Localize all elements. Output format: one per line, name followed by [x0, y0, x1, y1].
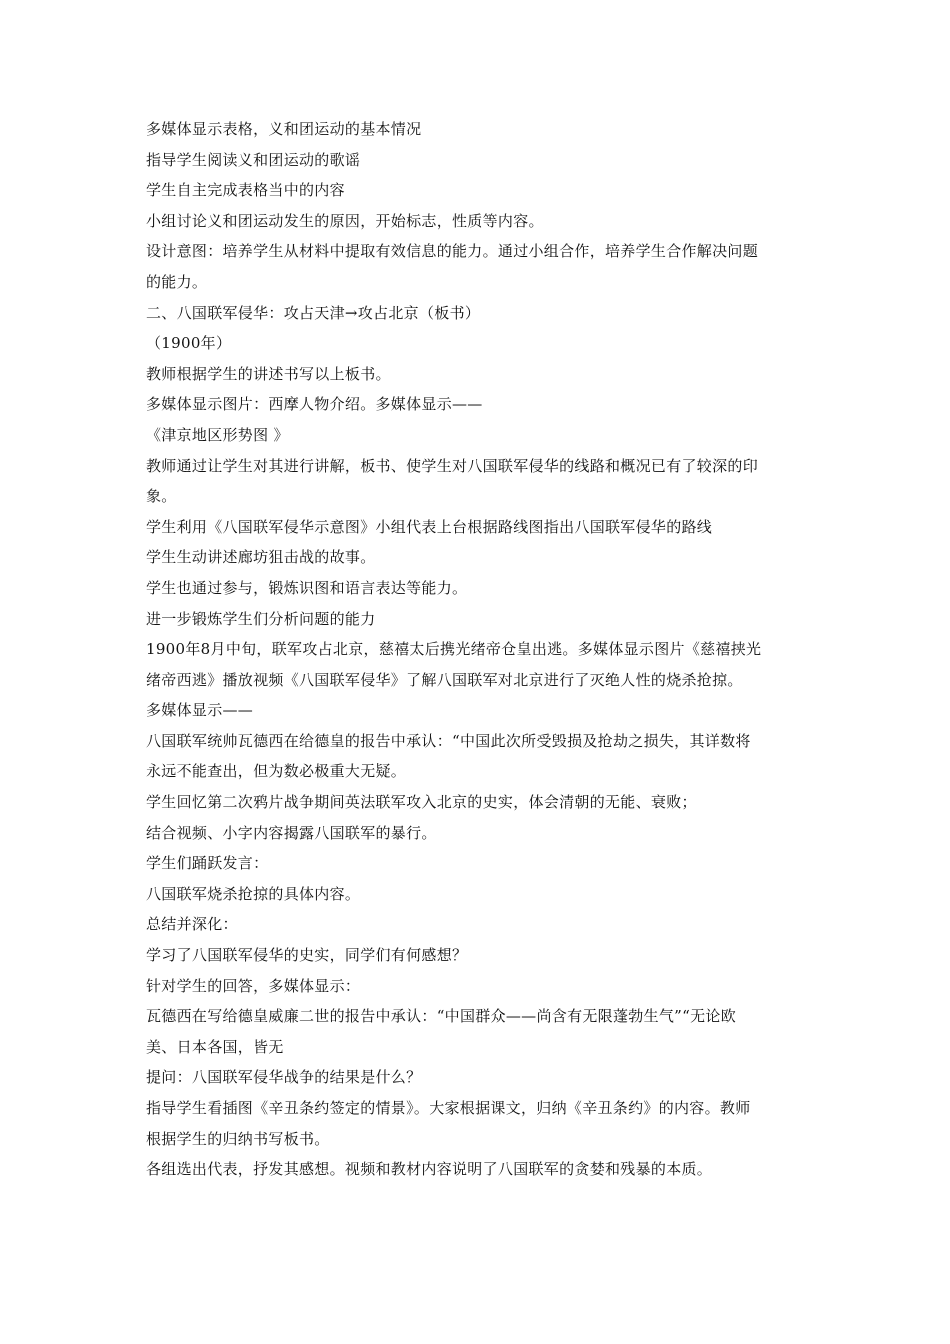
- text-line: 学习了八国联军侵华的史实，同学们有何感想？: [146, 946, 468, 965]
- text-line: 八国联军统帅瓦德西在给德皇的报告中承认：“中国此次所受毁损及抢劫之损失，其详数将: [146, 731, 751, 750]
- document-body: [146, 114, 810, 1185]
- text-line: 提问：八国联军侵华战争的结果是什么？: [146, 1068, 422, 1087]
- text-line: 学生也通过参与，锻炼识图和语言表达等能力。: [146, 578, 468, 597]
- text-line: 小组讨论义和团运动发生的原因，开始标志，性质等内容。: [146, 211, 544, 230]
- text-line: 教师通过让学生对其进行讲解，板书、使学生对八国联军侵华的线路和概况已有了较深的印: [146, 456, 759, 475]
- text-line: 1900年8月中旬，联军攻占北京，慈禧太后携光绪帝仓皇出逃。多媒体显示图片《慈禧挟光: [146, 640, 762, 659]
- text-line: 学生生动讲述廊坊狙击战的故事。: [146, 548, 376, 567]
- text-line: 美、日本各国，皆无: [146, 1037, 284, 1056]
- text-line: 象。: [146, 487, 177, 506]
- text-line: 总结并深化：: [146, 915, 238, 934]
- section-heading: 二、八国联军侵华：攻占天津→攻占北京（板书）: [146, 303, 481, 322]
- text-line: 根据学生的归纳书写板书。: [146, 1129, 330, 1148]
- text-line: 针对学生的回答，多媒体显示：: [146, 976, 361, 995]
- text-line: 各组选出代表，抒发其感想。视频和教材内容说明了八国联军的贪婪和残暴的本质。: [146, 1160, 713, 1179]
- text-line: 结合视频、小字内容揭露八国联军的暴行。: [146, 823, 437, 842]
- text-line: 教师根据学生的讲述书写以上板书。: [146, 364, 391, 383]
- text-line: 《津京地区形势图 》: [146, 425, 289, 444]
- text-line: 的能力。: [146, 272, 208, 291]
- text-line: 设计意图：培养学生从材料中提取有效信息的能力。通过小组合作，培养学生合作解决问题: [146, 242, 759, 261]
- text-line: 指导学生阅读义和团运动的歌谣: [146, 150, 361, 169]
- text-line: 学生们踊跃发言：: [146, 854, 269, 873]
- text-line: 学生自主完成表格当中的内容: [146, 181, 345, 200]
- text-line: 学生利用《八国联军侵华示意图》小组代表上台根据路线图指出八国联军侵华的路线: [146, 517, 713, 536]
- text-line: 多媒体显示图片：西摩人物介绍。多媒体显示——: [146, 395, 483, 414]
- text-line: 八国联军烧杀抢掠的具体内容。: [146, 884, 361, 903]
- text-line: 绪帝西逃》播放视频《八国联军侵华》了解八国联军对北京进行了灭绝人性的烧杀抢掠。: [146, 670, 743, 689]
- text-line: 多媒体显示表格，义和团运动的基本情况: [146, 120, 422, 138]
- text-line: 学生回忆第二次鸦片战争期间英法联军攻入北京的史实，体会清朝的无能、衰败；: [146, 793, 697, 812]
- text-line: 进一步锻炼学生们分析问题的能力: [146, 609, 376, 628]
- text-line: 永远不能查出，但为数必极重大无疑。: [146, 762, 407, 781]
- text-line: 指导学生看插图《辛丑条约签定的情景》。大家根据课文，归纳《辛丑条约》的内容。教师: [146, 1099, 751, 1117]
- text-line: （1900年）: [146, 334, 232, 353]
- text-line: 多媒体显示——: [146, 701, 254, 720]
- text-line: 瓦德西在写给德皇威廉二世的报告中承认：“中国群众——尚含有无限蓬勃生气”“无论欧: [146, 1007, 737, 1026]
